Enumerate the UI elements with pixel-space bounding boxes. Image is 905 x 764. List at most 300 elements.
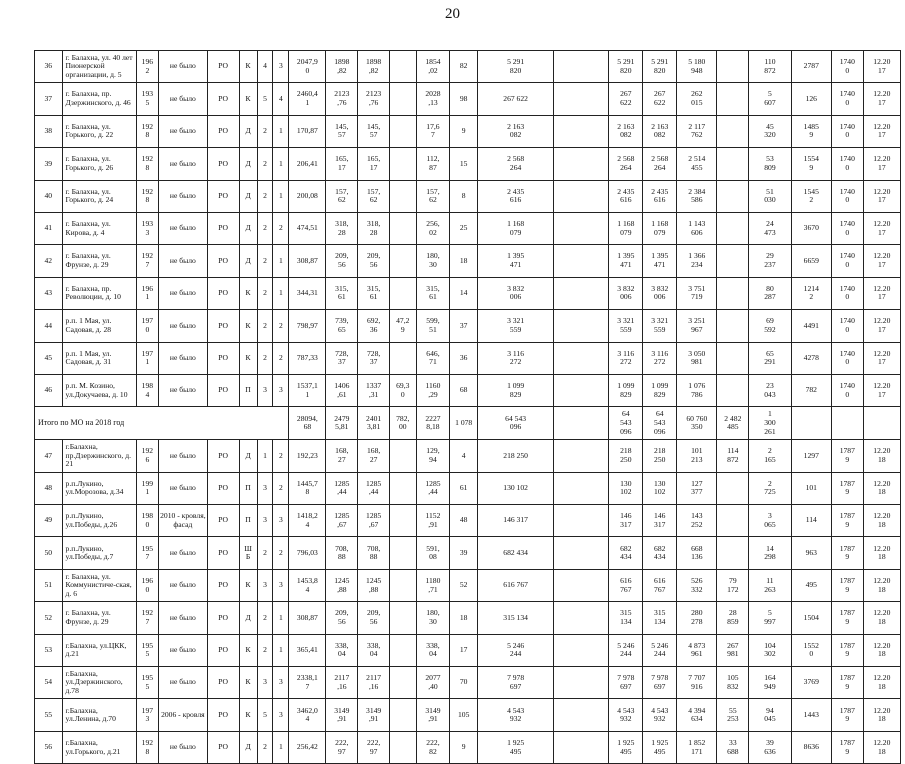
table-cell: 315, 61 [416,277,450,309]
table-cell: 708, 88 [358,537,390,569]
table-cell: 8 [450,180,478,212]
row-number-cell: 46 [35,374,63,406]
table-cell: 2 [257,180,273,212]
table-cell: 344,31 [289,277,326,309]
table-cell: РО [207,277,239,309]
table-cell: 526 332 [677,569,717,601]
table-cell: 1740 0 [831,212,863,244]
table-cell: 2 435 616 [609,180,643,212]
table-cell: 193 3 [136,212,158,244]
table-cell: 192,23 [289,440,326,472]
page-number: 20 [445,6,460,22]
table-row [35,310,901,342]
table-cell: 315, 61 [358,277,390,309]
table-cell [717,245,749,277]
table-cell: 338, 04 [358,634,390,666]
total-cell: 782, 00 [390,407,416,440]
table-cell: 47,2 9 [390,310,416,342]
table-cell: 7 978 697 [609,667,643,699]
table-cell: 130 102 [643,472,677,504]
table-cell: 2 [257,310,273,342]
table-cell: 127 377 [677,472,717,504]
table-cell [554,731,609,763]
table-cell: 12.20 17 [863,212,900,244]
table-cell: 3 [257,374,273,406]
table-row [35,245,901,277]
table-cell: 1740 0 [831,374,863,406]
table-cell: 4 394 634 [677,699,717,731]
table-cell: 591, 08 [416,537,450,569]
table-cell [554,342,609,374]
table-cell [717,472,749,504]
table-cell: 5 997 [749,602,791,634]
table-cell: 168, 27 [326,440,358,472]
table-cell: 12.20 17 [863,245,900,277]
table-row [35,51,901,83]
table-cell: РО [207,472,239,504]
table-cell: Д [239,180,257,212]
table-cell: 3 [257,472,273,504]
table-cell: 12.20 18 [863,440,900,472]
table-row [35,374,901,406]
table-cell: 1 395 471 [643,245,677,277]
table-cell: Д [239,148,257,180]
table-cell [390,440,416,472]
table-cell: 192 8 [136,731,158,763]
table-cell: 365,41 [289,634,326,666]
table-cell: Д [239,115,257,147]
table-cell: 180, 30 [416,602,450,634]
table-cell: 5 [257,699,273,731]
table-cell: 2 [257,537,273,569]
table-cell: Д [239,731,257,763]
table-cell: 101 [791,472,831,504]
table-cell: 1740 0 [831,51,863,83]
table-cell: РО [207,505,239,537]
table-cell: 98 [450,83,478,115]
table-cell: 2 [273,472,289,504]
table-cell: 126 [791,83,831,115]
table-cell: 3 [273,667,289,699]
table-cell [717,148,749,180]
table-cell: 170,87 [289,115,326,147]
address-cell: г. Балахна, пр. Дзержинского, д. 46 [62,83,136,115]
table-cell: 1160 ,29 [416,374,450,406]
total-cell [863,407,900,440]
table-cell: 3 [273,51,289,83]
table-cell: 4 [450,440,478,472]
table-cell: 2 514 455 [677,148,717,180]
table-cell [390,505,416,537]
address-cell: р.п.Лукино, ул.Победы, д.26 [62,505,136,537]
table-cell: 4 543 932 [643,699,677,731]
table-cell: 222, 82 [416,731,450,763]
table-cell: 1787 9 [831,699,863,731]
total-cell: 64 543 096 [643,407,677,440]
table-cell: не было [158,634,207,666]
table-cell: 2 [257,148,273,180]
table-cell: 599, 51 [416,310,450,342]
table-row [35,148,901,180]
table-cell: 209, 56 [358,602,390,634]
table-cell: 145, 57 [358,115,390,147]
table-cell: 195 7 [136,537,158,569]
table-cell: 2028 ,13 [416,83,450,115]
table-cell: 338, 04 [326,634,358,666]
table-cell: 3 [257,667,273,699]
table-cell: не было [158,342,207,374]
table-cell: К [239,667,257,699]
table-cell [390,472,416,504]
table-cell: 12.20 18 [863,699,900,731]
table-cell: 1 395 471 [609,245,643,277]
table-cell: 2 [257,634,273,666]
table-cell: 69 592 [749,310,791,342]
table-cell: 2123 ,76 [326,83,358,115]
table-cell [554,440,609,472]
table-cell: не было [158,472,207,504]
table-cell [554,537,609,569]
table-cell: 2117 ,16 [326,667,358,699]
table-cell [390,83,416,115]
address-cell: р.п. М. Козино, ул.Докучаева, д. 10 [62,374,136,406]
address-cell: г. Балахна, ул. Фрунзе, д. 29 [62,245,136,277]
table-cell: 39 636 [749,731,791,763]
table-cell [390,602,416,634]
table-cell: 1 [273,731,289,763]
table-cell: 24 473 [749,212,791,244]
table-cell: К [239,569,257,601]
table-cell: 739, 65 [326,310,358,342]
table-cell: 1 [273,634,289,666]
table-row [35,602,901,634]
table-cell: 33 688 [717,731,749,763]
table-cell: 1740 0 [831,180,863,212]
table-cell: 2 [257,115,273,147]
table-cell: 1787 9 [831,505,863,537]
table-cell: 165, 17 [326,148,358,180]
table-cell: РО [207,537,239,569]
table-cell: 5 246 244 [477,634,553,666]
table-cell: 112, 87 [416,148,450,180]
table-cell: 3 050 981 [677,342,717,374]
table-cell: 616 767 [477,569,553,601]
table-cell: 2 163 082 [609,115,643,147]
total-cell: 2227 8,18 [416,407,450,440]
table-cell [390,51,416,83]
address-cell: г.Балахна, пр.Дзержинского, д. 21 [62,440,136,472]
table-cell: 1 [257,440,273,472]
table-cell: 1 852 171 [677,731,717,763]
table-cell: 5 607 [749,83,791,115]
table-cell: 61 [450,472,478,504]
address-cell: г. Балахна, пр. Революции, д. 10 [62,277,136,309]
table-cell: 256,42 [289,731,326,763]
table-cell: 209, 56 [326,602,358,634]
table-cell: 12.20 18 [863,667,900,699]
table-cell: РО [207,51,239,83]
table-row [35,342,901,374]
table-cell: 195 5 [136,634,158,666]
table-row [35,180,901,212]
table-cell: 1740 0 [831,115,863,147]
row-number-cell: 54 [35,667,63,699]
table-cell [554,569,609,601]
table-cell: 2 [257,277,273,309]
table-cell: 7 978 697 [477,667,553,699]
table-cell: 2047,9 0 [289,51,326,83]
table-cell: 1245 ,88 [326,569,358,601]
table-cell: 1285 ,44 [358,472,390,504]
table-cell: не было [158,310,207,342]
table-cell: 2123 ,76 [358,83,390,115]
address-cell: г. Балахна, ул. Горького, д. 24 [62,180,136,212]
table-cell: 1285 ,44 [416,472,450,504]
table-cell: 5 246 244 [643,634,677,666]
table-cell: 2 568 264 [643,148,677,180]
table-cell: РО [207,83,239,115]
table-cell: 12.20 18 [863,602,900,634]
table-cell: 4 543 932 [609,699,643,731]
total-label: Итого по МО на 2018 год [35,407,289,440]
table-cell: 209, 56 [326,245,358,277]
table-cell [390,245,416,277]
table-cell: 5 [257,83,273,115]
row-number-cell: 39 [35,148,63,180]
table-cell [717,83,749,115]
table-cell: 5 180 948 [677,51,717,83]
row-number-cell: 49 [35,505,63,537]
table-cell: К [239,342,257,374]
table-cell: 200,08 [289,180,326,212]
table-cell: 3149 ,91 [358,699,390,731]
table-cell: 1418,2 4 [289,505,326,537]
table-cell: 12.20 17 [863,115,900,147]
table-cell: 39 [450,537,478,569]
table-cell: 1537,1 1 [289,374,326,406]
address-cell: г. Балахна, ул. Горького, д. 26 [62,148,136,180]
table-cell: 3 832 006 [477,277,553,309]
table-cell: не было [158,440,207,472]
table-cell: 70 [450,667,478,699]
table-cell: 130 102 [609,472,643,504]
table-row [35,83,901,115]
table-cell: 5 246 244 [609,634,643,666]
table-cell: 1285 ,67 [358,505,390,537]
table-cell [717,180,749,212]
table-cell: 4 873 961 [677,634,717,666]
table-cell: 668 136 [677,537,717,569]
table-cell: 29 237 [749,245,791,277]
table-row [35,505,901,537]
table-cell: 1898 ,82 [326,51,358,83]
total-cell: 60 760 350 [677,407,717,440]
table-cell: 3 832 006 [609,277,643,309]
table-cell: 2460,4 1 [289,83,326,115]
table-cell: 1445,7 8 [289,472,326,504]
table-cell: 12.20 17 [863,180,900,212]
table-cell: 728, 37 [326,342,358,374]
table-cell [554,245,609,277]
table-cell: РО [207,374,239,406]
table-cell: 2010 - кровля, фасад [158,505,207,537]
table-cell: 262 015 [677,83,717,115]
table-cell: 3 116 272 [477,342,553,374]
table-cell [717,212,749,244]
address-cell: г. Балахна, ул. Коммунистиче-ская, д. 6 [62,569,136,601]
table-cell: 1552 0 [791,634,831,666]
table-cell: 1 099 829 [609,374,643,406]
table-cell: 37 [450,310,478,342]
table-cell: 218 250 [609,440,643,472]
table-cell: 8636 [791,731,831,763]
address-cell: г.Балахна, ул.Ленина, д.70 [62,699,136,731]
table-cell: 2 [273,440,289,472]
address-cell: г. Балахна, ул. Горького, д. 22 [62,115,136,147]
table-cell: РО [207,212,239,244]
table-cell: 2 [257,731,273,763]
table-cell: 192 7 [136,602,158,634]
total-cell: 2479 5,81 [326,407,358,440]
table-cell: 2 117 762 [677,115,717,147]
row-number-cell: 55 [35,699,63,731]
table-cell: не было [158,212,207,244]
address-cell: г.Балахна, ул.Дзержинского, д.78 [62,667,136,699]
table-cell: 82 [450,51,478,83]
table-cell: 168, 27 [358,440,390,472]
table-cell: 2 [273,342,289,374]
table-cell: РО [207,667,239,699]
table-cell: 198 4 [136,374,158,406]
table-cell: 193 5 [136,83,158,115]
table-cell: 1 [273,245,289,277]
table-cell: не было [158,148,207,180]
table-cell: К [239,83,257,115]
table-cell: 1 168 079 [643,212,677,244]
table-cell: 1545 2 [791,180,831,212]
table-cell: 12.20 17 [863,310,900,342]
table-cell: 2 568 264 [609,148,643,180]
table-cell: 79 172 [717,569,749,601]
table-cell: 192 8 [136,115,158,147]
table-cell: 146 317 [477,505,553,537]
table-cell [554,277,609,309]
table-cell: 104 302 [749,634,791,666]
table-cell: 3 832 006 [643,277,677,309]
table-cell: Д [239,440,257,472]
table-cell: 692, 36 [358,310,390,342]
table-cell: К [239,51,257,83]
table-cell: 308,87 [289,245,326,277]
total-cell: 2401 3,81 [358,407,390,440]
table-cell [717,342,749,374]
address-cell: г. Балахна, ул. 40 лет Пионерской организации, д. 5 [62,51,136,83]
table-cell: 6659 [791,245,831,277]
table-cell: 2 [257,245,273,277]
table-cell: 2077 ,40 [416,667,450,699]
table-cell: 218 250 [643,440,677,472]
table-cell: 256, 02 [416,212,450,244]
table-cell: 14 [450,277,478,309]
table-cell [390,148,416,180]
table-cell: 963 [791,537,831,569]
table-cell [717,537,749,569]
table-cell: не было [158,731,207,763]
table-cell: 3 [273,699,289,731]
address-cell: р.п. 1 Мая, ул. Садовая, д. 28 [62,310,136,342]
table-cell: 616 767 [609,569,643,601]
table-cell: 4278 [791,342,831,374]
table-cell: 2 435 616 [643,180,677,212]
total-cell [791,407,831,440]
row-number-cell: 53 [35,634,63,666]
table-cell: РО [207,731,239,763]
table-cell: 5 291 820 [609,51,643,83]
table-cell: 1740 0 [831,148,863,180]
table-cell: 2 163 082 [643,115,677,147]
total-cell: 28094, 68 [289,407,326,440]
table-cell: 2 435 616 [477,180,553,212]
table-cell: 1854 ,02 [416,51,450,83]
table-cell: 105 832 [717,667,749,699]
table-cell: 1 076 786 [677,374,717,406]
table-cell: 3149 ,91 [326,699,358,731]
table-cell: 1898 ,82 [358,51,390,83]
total-cell: 1 300 261 [749,407,791,440]
table-cell: 114 872 [717,440,749,472]
table-cell [554,148,609,180]
table-cell: не было [158,245,207,277]
table-cell: 199 1 [136,472,158,504]
table-cell: РО [207,634,239,666]
table-cell: 165, 17 [358,148,390,180]
table-cell: 1485 9 [791,115,831,147]
table-cell: 1 395 471 [477,245,553,277]
table-cell: 2 [273,537,289,569]
table-cell: 196 1 [136,277,158,309]
table-cell: 708, 88 [326,537,358,569]
table-cell: 318, 28 [326,212,358,244]
table-cell: 1787 9 [831,731,863,763]
table-cell: К [239,310,257,342]
table-cell: 9 [450,115,478,147]
total-cell: 64 543 096 [609,407,643,440]
table-cell: 1740 0 [831,245,863,277]
table-cell: 1504 [791,602,831,634]
table-cell: 7 707 916 [677,667,717,699]
table-cell: 12.20 18 [863,472,900,504]
table-cell: 2006 - кровля [158,699,207,731]
table-cell: 796,03 [289,537,326,569]
table-cell: 1 168 079 [477,212,553,244]
table-cell: 1 [273,115,289,147]
row-number-cell: 37 [35,83,63,115]
table-cell: П [239,472,257,504]
table-cell [554,602,609,634]
table-cell: 195 5 [136,667,158,699]
table-cell: 3 [273,505,289,537]
table-cell [390,634,416,666]
table-cell: 197 3 [136,699,158,731]
row-number-cell: 48 [35,472,63,504]
table-cell [717,374,749,406]
table-cell: 130 102 [477,472,553,504]
table-cell: 2 [257,212,273,244]
table-row [35,440,901,472]
total-cell: 2 482 485 [717,407,749,440]
table-cell: 28 859 [717,602,749,634]
table-cell: 1 168 079 [609,212,643,244]
